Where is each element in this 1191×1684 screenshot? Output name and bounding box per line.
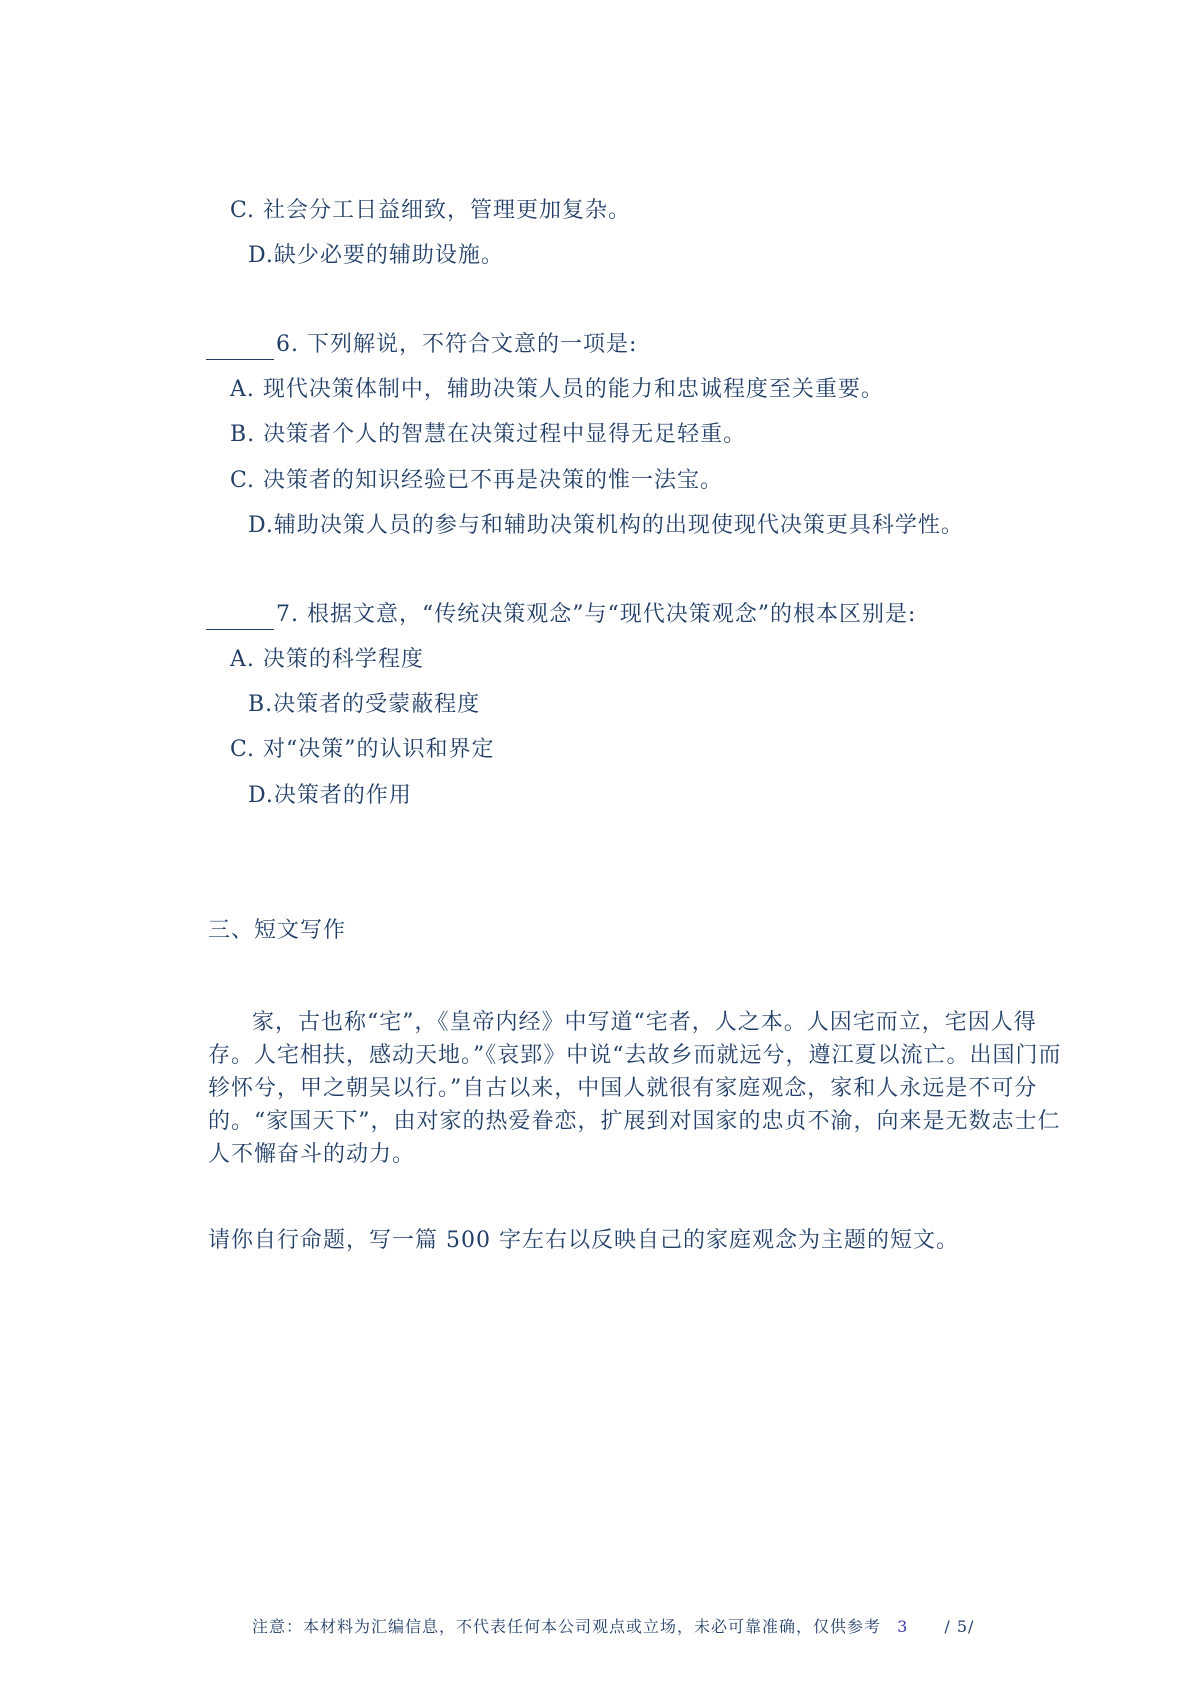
q7-option-a: A. 决策的科学程度	[230, 647, 424, 672]
q7-stem-text: 7. 根据文意，“传统决策观念”与“现代决策观念”的根本区别是:	[276, 602, 917, 627]
section-heading: 三、短文写作	[208, 918, 347, 943]
section-paragraph	[208, 1006, 1066, 1171]
q6-stem-text: 6. 下列解说，不符合文意的一项是:	[276, 332, 638, 357]
writing-prompt: 请你自行命题，写一篇 500 字左右以反映自己的家庭观念为主题的短文。	[208, 1228, 959, 1253]
q7-option-c: C. 对“决策”的认识和界定	[230, 737, 495, 762]
q6-option-d: D.辅助决策人员的参与和辅助决策机构的出现使现代决策更具科学性。	[248, 513, 964, 538]
q5-option-d: D.缺少必要的辅助设施。	[248, 243, 504, 268]
q7-option-b: B.决策者的受蒙蔽程度	[248, 692, 481, 717]
q7-stem	[206, 600, 916, 630]
q5-option-c: C. 社会分工日益细致，管理更加复杂。	[230, 198, 632, 223]
q6-stem	[206, 330, 637, 360]
footer-notice: 注意：本材料为汇编信息，不代表任何本公司观点或立场，未必可靠准确，仅供参考	[252, 1617, 882, 1636]
page-number-total: / 5/	[944, 1617, 975, 1636]
q6-option-c: C. 决策者的知识经验已不再是决策的惟一法宝。	[230, 468, 724, 493]
paragraph-text: 家，古也称“宅”，《皇帝内经》中写道“宅者，人之本。人因宅而立，宅因人得存。人宅相扶，感动天地。”《哀郢》中说“去故乡而就远兮，遵江夏以流亡。出国门而轸怀兮，甲之朝吴以行。”自古以来，中国人就很有家庭观念，家和人永远是不可分的。“家国天下”，由对家的热爱眷恋，扩展到对国家的忠贞不渝，向来是无数志士仁人不懈奋斗的动力。	[208, 1010, 1062, 1167]
q6-option-a: A. 现代决策体制中，辅助决策人员的能力和忠诚程度至关重要。	[230, 377, 884, 402]
page-footer	[252, 1614, 974, 1637]
answer-blank[interactable]	[206, 607, 274, 630]
answer-blank[interactable]	[206, 337, 274, 360]
q7-option-d: D.决策者的作用	[248, 783, 412, 808]
page-number-current: 3	[897, 1617, 909, 1636]
q6-option-b: B. 决策者个人的智慧在决策过程中显得无足轻重。	[230, 422, 747, 447]
